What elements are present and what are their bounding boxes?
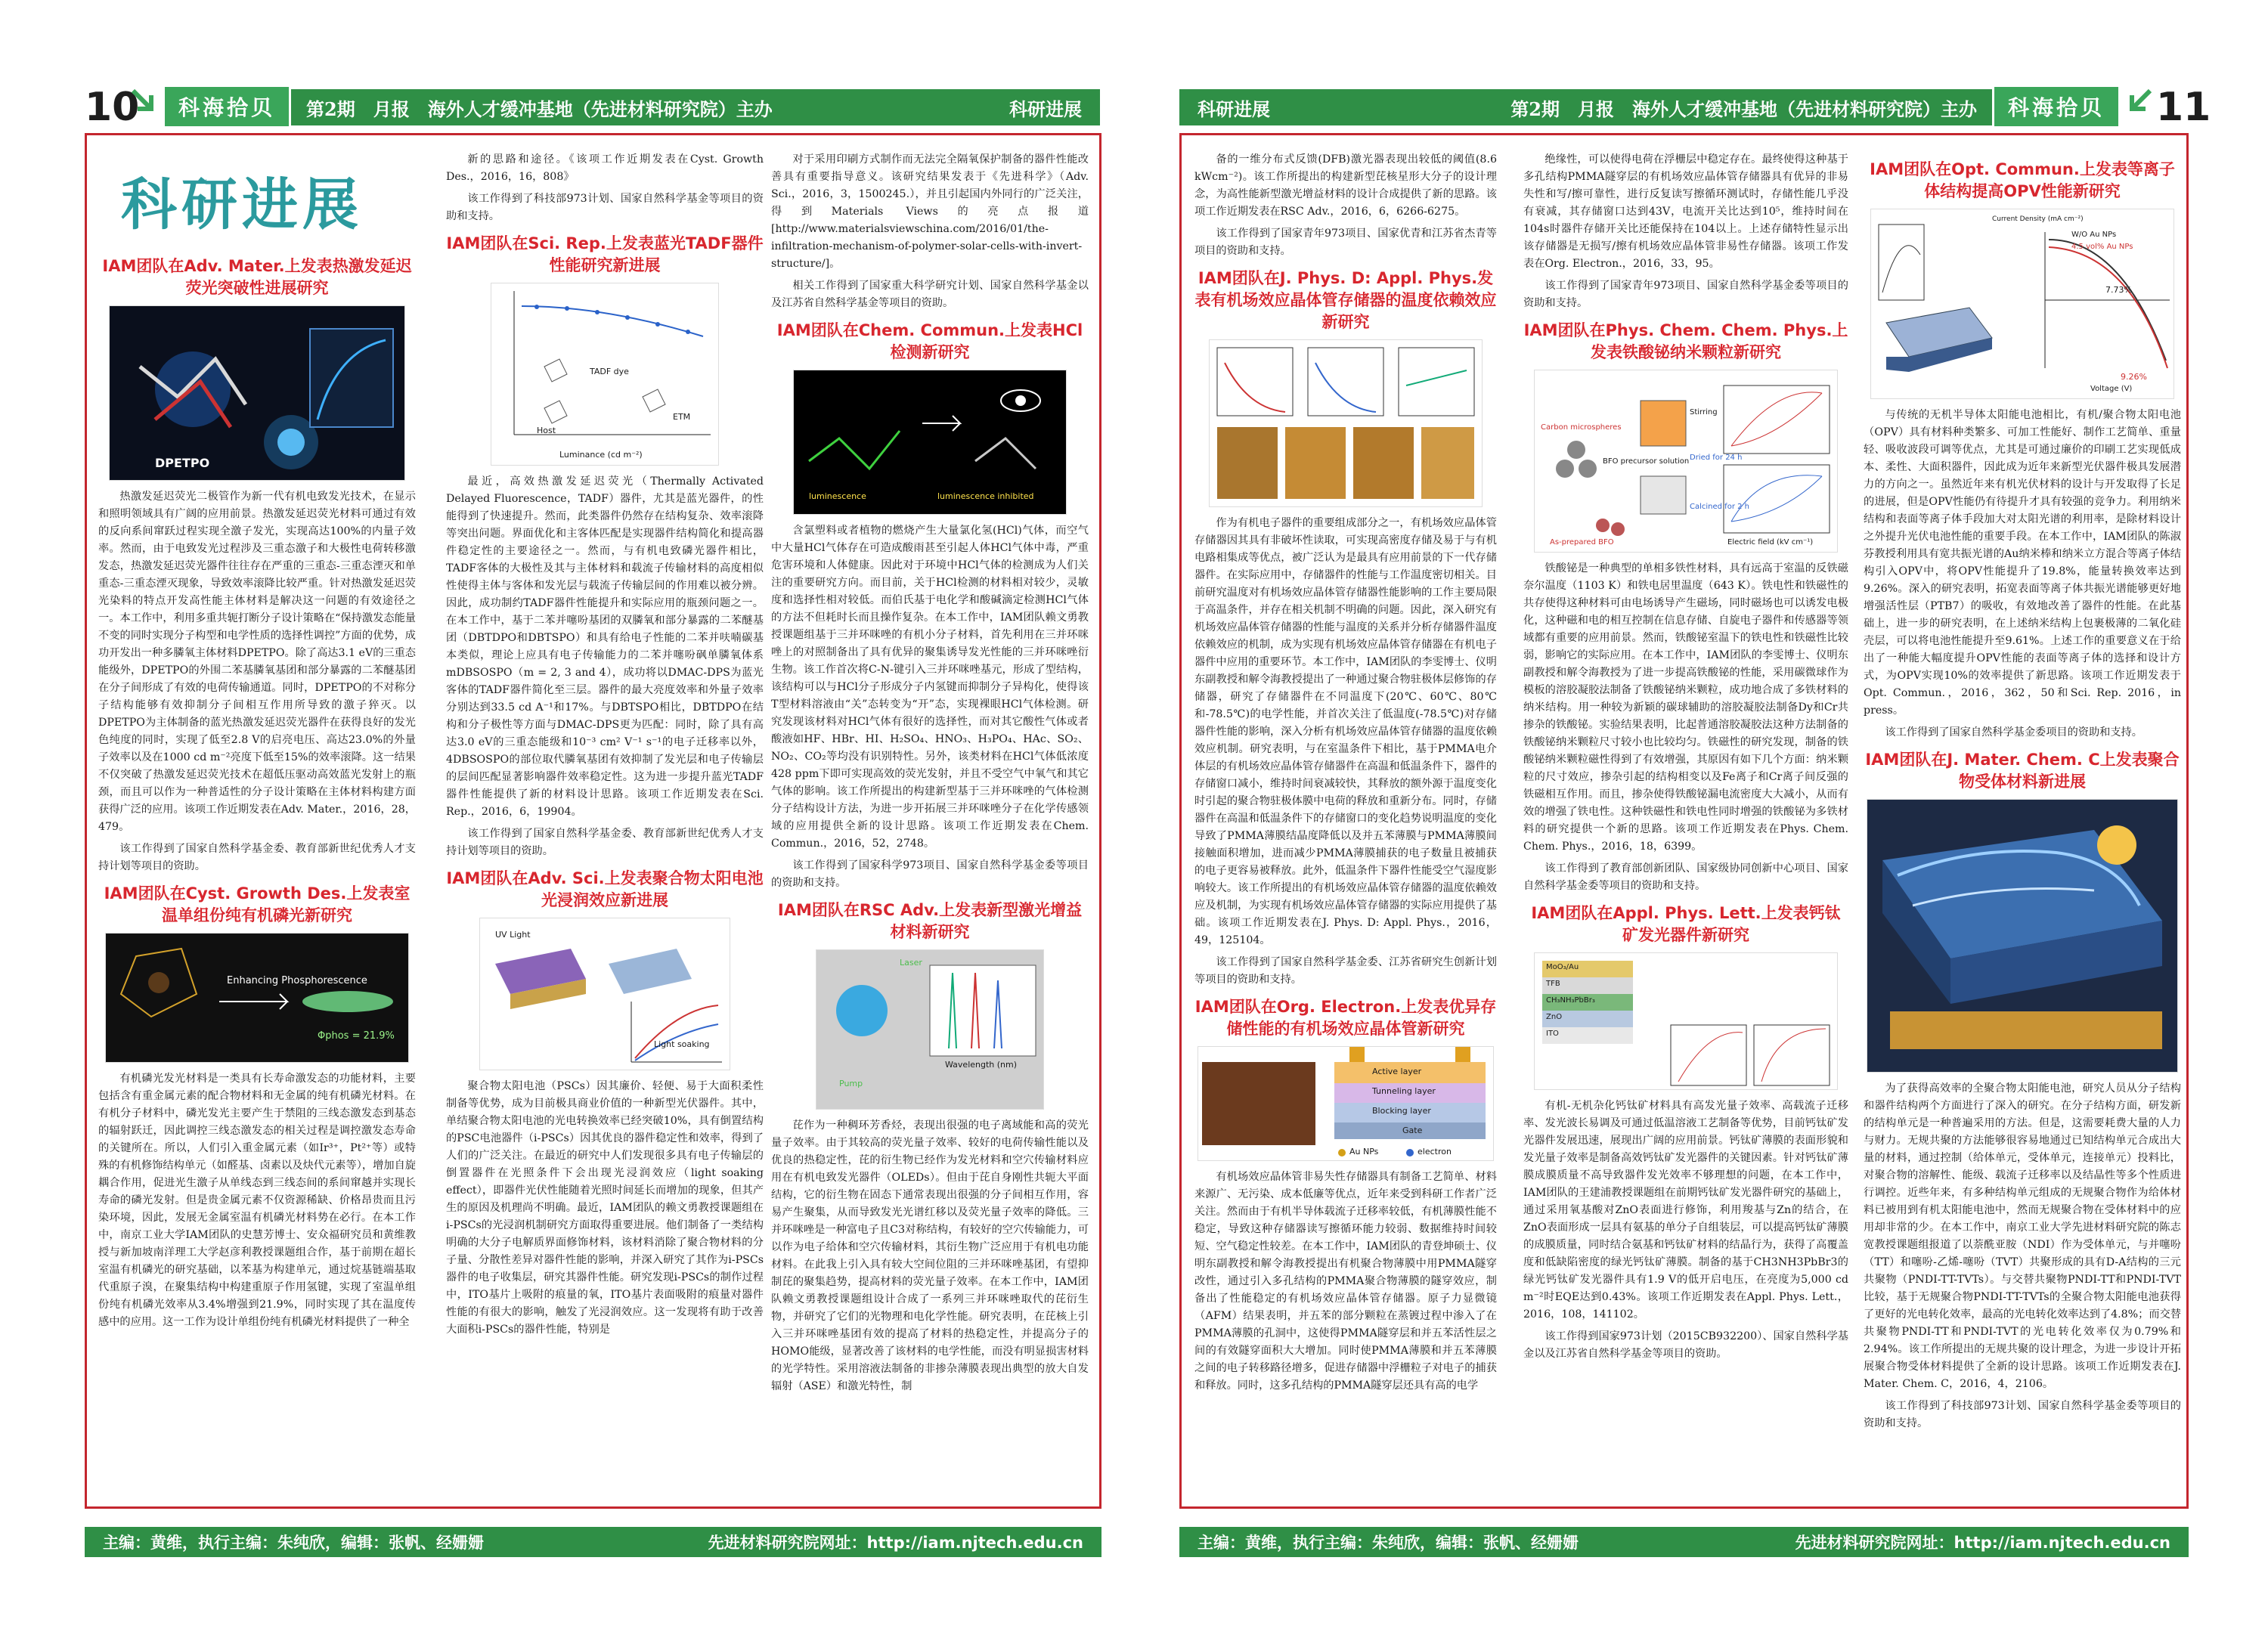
figure-label: Calcined for 2 h (1690, 503, 1749, 511)
figure-label: ITO (1546, 1030, 1559, 1038)
header-bar-right (1179, 89, 1992, 125)
article-funding: 相关工作得到了国家重大科学研究计划、国家自然科学基金以及江苏省自然科学基金等项目的资助。 (771, 280, 1089, 309)
right-column-2 (1523, 151, 1848, 1494)
chart-legend: W/O Au NPs (2071, 231, 2117, 239)
article-paragraph: 有机磷光发光材料是一类具有长寿命激发态的功能材料，主要包括含有重金属元素的配合物材料和无金属的纯有机磷光材料。在有机分子材料中，磷光发光主要产生于禁阻的三线态激发态到基态的辐射跃迁，因此调控三线态激发态的相关过程是调控激发态寿命的关键所在。所以，人们引入重金属元素（如Ir³⁺，Pt²⁺等）或特殊的有机修饰结构单元（如醛基、卤素以及炔代元素等），增加自旋耦合作用，促进光生激子从单线态到三线态间的系间窜越并实现长寿命的磷光发射。但是贵金属元素不仅资源稀缺、价格昂贵而且污染环境，因此，发展无金属室温有机磷光材料势在必行。在本工作中，南京工业大学IAM团队的史慧芳博士、安众福研究员和黄维教授与新加坡南洋理工大学赵彦利教授课题组合作，基于前期在超长室温有机磷光的研究基础，以苯基为构建单元，通过烷基链端基取代重原子溴，在聚集结构中构建重原子作用氢键，实现了室温单组份纯有机磷光效率从3.4%增强到21.9%，同时实现了其在温度传感中的应用。这一工作为设计单组份纯有机磷光材料提供了一种全 (98, 1073, 416, 1328)
page-number-left: 10 (85, 85, 140, 130)
article-funding: 该工作得到了国家青年973项目、国家优青和江苏省杰青等项目的资助和支持。 (1194, 228, 1497, 257)
axis-label: Current Density (mA cm⁻²) (1992, 215, 2084, 223)
page-big-title: 科研进展 (121, 172, 363, 237)
section-name-left: 科研进展 (1009, 98, 1082, 120)
figure-label: Gate (1402, 1126, 1423, 1135)
figure-label: ETM (673, 412, 691, 422)
article-paragraph: 含氯塑料或者植物的燃烧产生大量氯化氢(HCl)气体，而空气中大量HCl气体存在可造成酸雨甚至引起人体HCl气体中毒，严重危害环境和人体健康。因此对于环境中HCl气体的检测成为人们关注的重要研究方向。而目前，关于HCl检测的材料相对较少，灵敏度和选择性相对较低。而伯氏基于电化学和酸碱滴定检测HCl气体的方法不但耗时长而且操作复杂。在本工作中，IAM团队赖文勇教授课题组基于三并环咪唑的有机小分子材料，首先利用在三并环咪唑上的对照制备出了具有优异的聚集诱导发光性能的三并环咪唑衍生物。该工作首次将C-N-键引入三并环咪唑基元，形成了型结构，该结构可以与HCl分子形成分子内氢键而抑制分子异构化，使得该T型材料溶液由“关”态转变为“开”态，实现裸眼HCl气体检测。研究发现该材料对HCl气体有很好的选择性，而对其它酸性气体或者酸液如HF、HBr、HI、H₂SO₄、HNO₃、H₃PO₄、HAc、SO₂、NO₂、CO₂等均没有识别特性。另外，该类材料在HCl气体低浓度428 ppm下即可实现高效的荧光发射，并且不受空气中氧气和其它气体的影响。该工作所提出的构建新型基于三并环咪唑的气体检测分子结构设计方法，为进一步开拓展三并环咪唑分子在化学传感领域的应用提供全新的设计思路。该项工作近期发表在Chem. Commun.，2016，52，2748。 (771, 525, 1089, 850)
article-funding: 该工作得到了国家自然科学基金委、教育部新世纪优秀人才支持计划等项目的资助。 (98, 843, 416, 872)
right-page (1134, 0, 2268, 1638)
figure-label: DPETPO (155, 456, 210, 470)
figure-polymer-acceptor (1867, 799, 2178, 1073)
article-funding: 该工作得到了国家自然科学基金委、江苏省研究生创新计划等项目的资助和支持。 (1194, 956, 1497, 986)
figure-label: MoO₃/Au (1546, 963, 1579, 971)
figure-label: CH₃NH₃PbBr₃ (1546, 996, 1595, 1005)
article-paragraph: 铁酸铋是一种典型的单相多铁性材料，具有远高于室温的反铁磁奈尔温度（1103 K）和铁电居里温度（643 K）。铁电性和铁磁性的共存使得这种材料可由电场诱导产生磁场，同时磁场也可以诱发电极化，这种磁和电的相互控制在信息存储、自旋电子器件和传感器等领域都有重要的应用前景。然而，铁酸铋室温下的铁电性和铁磁性比较弱，影响它的实际应用。在本工作中，IAM团队的李雯博士、仪明东副教授和解令海教授为了进一步提高铁酸铋的性能，采用碳微球作为模板的溶胶凝胶法制备了铁酸铋纳米颗粒，成功地合成了多铁材料的纳米结构。用一种较为新颖的碳球辅助的溶胶凝胶法制备Dy和Cr共掺杂的铁酸铋。实验结果表明，比起普通溶胶凝胶法这种方法制备的铁酸铋纳米颗粒尺寸较小也比较均匀。铁磁性的研究发现，制备的铁酸铋纳米颗粒磁性得到了有效增强，其原因有如下几个方面：纳米颗粒的尺寸效应，掺杂引起的结构相变以及Fe离子和Cr离子间反强的铁磁相互作用。而且，掺杂使得铁酸铋漏电流密度大大减小，从而有效的增强了铁电性。这种铁磁性和铁电性同时增强的铁酸铋为多铁材料的研究提供一个新的思路。该项工作近期发表在Phys. Chem. Chem. Phys.，2016，18，6399。 (1523, 562, 1848, 853)
article-paragraph: 有机场效应晶体管非易失性存储器具有制备工艺简单、材料来源广、无污染、成本低廉等优点，近年来受到科研工作者广泛关注。然而由于有机半导体载流子迁移率较低，有机薄膜性能不稳定，导致这种存储器读写擦循环能力较弱、数据维持时间较短、空气稳定性较差。在本工作中，IAM团队的青登坤硕士、仪明东副教授和解令海教授提出有机聚合物薄膜中用PMMA隧穿改性，通过引入多孔结构的PMMA聚合物薄膜的隧穿效应，制备出了性能稳定的有机场效应晶体管存储器。原子力显微镜（AFM）结果表明，并五苯的部分颗粒在蒸镀过程中渗入了在PMMA薄膜的孔洞中，这使得PMMA隧穿层和并五苯活性层之间的有效隧穿面积大大增加。同时使PMMA薄膜和并五苯薄膜之间的电子转移路径增多，促进存储器中浮栅粒子对电子的捕获和释放。同时，这多孔结构的PMMA隧穿层还具有高的电学 (1194, 1171, 1497, 1392)
article-funding: 该工作得到了国家科学973项目、国家自然科学基金委等项目的资助和支持。 (771, 859, 1089, 889)
issue-line-left: 第2期 月报 海外人才缓冲基地（先进材料研究院）主办 (306, 98, 773, 120)
article-paragraph: 与传统的无机半导体太阳能电池相比，有机/聚合物太阳电池（OPV）具有材料种类繁多、可加工性能好、制作工艺简单、重量轻、吸收波段可调等优点，尤其是可通过廉价的印刷工艺实现低成本、柔性、大面积器件，因此成为近年来新型光伏器件极具发展潜力的方向之一。虽然近年来有机光伏材料的设计与开发取得了长足的进展，但是OPV性能仍有待提升才具有较强的竞争力。利用纳米结构和表面等离子体手段加大对太阳光谱的利用率，是除材料设计之外提升光伏电池性能的重要手段。在本工作中，IAM团队的陈淑芬教授利用具有宽共振光谱的Au纳米棒和纳米立方混合等离子体结构引入OPV中，将OPV性能提升了19.8%，能量转换效率达到9.26%。深入的研究表明，拓宽表面等离子体共振光谱能够更好地增强活性层（PTB7）的吸收，有效地改善了器件的性能。在此基础上，进一步的研究表明，在上述纳米结构上包裹极薄的二氧化硅壳层，可以将电池性能提升至9.61%。上述工作的重要意义在于给出了一种能大幅度提升OPV性能的表面等离子体的选择和设计方式，为OPV实现10%的效率提供了新思路。该项工作近期发表于Opt. Commun.，2016，362，50和Sci. Rep. 2016，in press。 (1864, 409, 2181, 717)
figure-perovskite (1534, 952, 1838, 1090)
figure-label: Host (537, 426, 556, 435)
figure-opv (1870, 209, 2174, 399)
chart-legend: 4.5 vol% Au NPs (2071, 243, 2133, 251)
article-heading: IAM团队在J. Mater. Chem. C上发表聚合物受体材料新进展 (1865, 751, 2180, 791)
figure-laser (816, 949, 1044, 1110)
article-paragraph: 为了获得高效率的全聚合物太阳能电池，研究人员从分子结构和器件结构两个方面进行了深入的研究。在分子结构方面，研发新的结构单元是一种普遍采用的方法。但是，这需要耗费大量的人力与财力。无规共聚的方法能够很容易地通过已知结构单元合成出大量的材料，通过控制（给体单元，受体单元，连接单元）投料比，对聚合物的溶解性、能级、载流子迁移率以及结晶性等多个性质进行调控。近些年来，有多种结构单元组成的无规聚合物作为给体材料已被用到有机太阳能电池中，然而无规聚合物在受体材料中的应用却非常的少。在本工作中，南京工业大学先进材料研究院的陈志宽教授课题组报道了以萘酰亚胺（NDI）作为受体单元，与并噻吩（TT）和噻吩-乙烯-噻吩（TVT）共聚形成的具有D-A结构的三元共聚物（PNDI-TT-TVTs）。与交替共聚物PNDI-TT和PNDI-TVT比较，基于无规聚合物PNDI-TT-TVTs的全聚合物太阳能电池获得了更好的光电转化效率，最高的光电转化效率达到了4.8%；而交替共聚物PNDI-TT和PNDI-TVT的光电转化效率仅为0.79%和2.94%。该工作所提出的无规共聚的设计理念，为进一步设计开拓展聚合物受体材料提供了全新的设计思路。该项工作近期发表在J. Mater. Chem. C，2016，4，2106。 (1864, 1082, 2181, 1390)
article-paragraph: 绝缘性，可以使得电荷在浮栅层中稳定存在。最终使得这种基于多孔结构PMMA隧穿层的有机场效应晶体管存储器具有优异的非易失性和写/擦可靠性，进行反复读写擦循环测试时，存储性能几乎没有衰减，其存储窗口达到43V，电流开关比达到10⁵，维持时间在104s时器件存储开关比还能保持在104以上。上述存储特性显示出该存储器是无损写/擦有机场效应晶体管非易性存储器。该项工作发表在Org. Electron.，2016，33，95。 (1523, 153, 1848, 270)
figure-axis-label: Luminance (cd m⁻²) (559, 450, 643, 460)
article-funding: 该工作得到了科技部973计划、国家自然科学基金等项目的资助和支持。 (446, 193, 764, 222)
article-heading: IAM团队在RSC Adv.上发表新型激光增益材料新研究 (777, 901, 1083, 941)
footer-right (1179, 1527, 2189, 1557)
article-funding: 该工作得到了国家自然科学基金委、教育部新世纪优秀人才支持计划等项目的资助。 (446, 828, 764, 857)
footer-left (85, 1527, 1101, 1557)
footer-website-left[interactable]: 先进材料研究院网址：http://iam.njtech.edu.cn (708, 1534, 1083, 1552)
figure-label: Φphos = 21.9% (318, 1030, 395, 1042)
article-paragraph: 热激发延迟荧光二极管作为新一代有机电致发光技术，在显示和照明领域具有广阔的应用前景。热激发延迟荧光材料可通过有效的反向系间窜跃过程实现全激子发光，实现高达100%的内量子效率。然而，由于电致发光过程涉及三重态激子和大极性电荷转移激发态，热激发延迟荧光器件往往存在严重的三重态-三重态湮灭和单重态-三重态湮灭现象，导致效率滚降比较严重。针对热激发延迟荧光染料的特点开发高性能主体材料是解决这一问题的有效途径之一。本工作中，利用多重共轭打断分子设计策略在“保持激发态能量不变的同时实现分子构型和电学性质的选择性调控”方面的优势，成功开发出一种多膦氧主体材料DPETPO。除了高达3.1 eV的三重态能级外，DPETPO的外围二苯基膦氧基团和部分暴露的二苯醚基团在分子间形成了有效的电荷传输通道。同时，DPETPO的不对称分子结构能够有效抑制分子间相互作用所导致的激子猝灭。以DPETPO为主体制备的蓝光热激发延迟荧光器件在获得良好的发光色纯度的同时，实现了低至2.8 V的启亮电压、高达23.0%的外量子效率以及在1000 cd m⁻²亮度下低至15%的效率滚降。这一结果不仅突破了热激发延迟荧光技术在超低压驱动高效蓝光发射上的瓶颈，而且可以作为一种普适性的分子设计策略在主体材料构建方面获得广泛的应用。该项工作近期发表在Adv. Mater.，2016，28，479。 (98, 491, 416, 833)
section-name-right: 科研进展 (1198, 98, 1270, 120)
figure-label: Blocking layer (1372, 1106, 1431, 1116)
figure-phosphorescence (105, 933, 409, 1063)
figure-label: Tunneling layer (1372, 1086, 1436, 1096)
data-label: 7.73% (2105, 285, 2132, 295)
axis-label: Voltage (V) (2090, 385, 2133, 393)
article-heading: IAM团队在Cyst. Growth Des.上发表室温单组份纯有机磷光新研究 (104, 884, 411, 924)
article-paragraph: 备的一维分布式反馈(DFB)激光器表现出较低的阈值(8.6 kWcm⁻²)。该工作所提出的构建新型芘核星形大分子的设计理念，为高性能新型激光增益材料的设计合成提供了新的思路。该项工作近期发表在RSC Adv.，2016，6，6266-6275。 (1194, 153, 1497, 218)
article-paragraph: 对于采用印刷方式制作而无法完全隔氧保护制备的器件性能改善具有重要指导意义。该研究结果发表于《先进科学》（Adv. Sci.，2016，3，1500245.），并且引起国内外同行的广泛关注，得到Materials Views的亮点报道[http://www.materialsviewschina.com/2016/01/the-infiltration-mechanism-of-polymer-solar-cells-with-invert-structure/]。 (771, 153, 1089, 270)
figure-label: electron (1418, 1147, 1452, 1157)
figure-dpetpo (109, 305, 405, 481)
figure-label: Light soaking (654, 1039, 710, 1049)
article-paragraph: 芘作为一种稠环芳香烃，表现出很强的电子离域能和高的荧光量子效率。由于其较高的荧光量子效率、较好的电荷传输性能以及优良的热稳定性，芘的衍生物已经作为发光材料和空穴传输材料应用在有机电致发光器件（OLEDs）。但由于芘自身刚性共轭大平面结构，它的衍生物在固态下通常表现出很强的分子间相互作用，容易产生聚集，从而导致发光光谱红移以及荧光量子效率的降低。三并环咪唑是一种富电子且C3对称结构，有较好的空穴传输能力，可以作为电子给体和空穴传输材料，其衍生物广泛应用于有机电功能材料。在此我上引入具有较大空间位阻的三并环咪唑基团，有望抑制芘的聚集趋势，提高材料的荧光量子效率。在本工作中，IAM团队赖文勇教授课题组设计合成了一系列三并环咪唑取代的芘衍生物，并研究了它们的光物理和电化学性能。研究表明，在芘核上引入三并环咪唑基团有效的提高了材料的热稳定性，并提高分子的HOMO能级，显著改善了该材料的电学性能，而没有明显损害材料的光学特性。采用溶液法制备的非掺杂薄膜表现出典型的放大自发辐射（ASE）和激光特性，制 (771, 1119, 1089, 1392)
left-column-1 (98, 151, 416, 1494)
issue-line-right: 第2期 月报 海外人才缓冲基地（先进材料研究院）主办 (1510, 98, 1977, 120)
figure-label: luminescence (809, 491, 866, 501)
footer-editors-right: 主编：黄维，执行主编：朱纯欣，编辑：张帆、经姗姗 (1198, 1534, 1579, 1552)
article-heading: IAM团队在Sci. Rep.上发表蓝光TADF器件性能研究新进展 (446, 234, 764, 274)
article-paragraph: 有机-无机杂化钙钛矿材料具有高发光量子效率、高载流子迁移率、发光波长易调及可通过低温溶液工艺制备等优势，目前钙钛矿发光器件发展迅速，展现出广阔的应用前景。钙钛矿薄膜的表面形貌和发光量子效率是制备高效钙钛矿发光器件的关键因素。针对钙钛矿薄膜成膜质量不高导致器件发光效率不够理想的问题，在本工作中，IAM团队的王建浦教授课题组在前期钙钛矿发光器件研究的基础上，通过采用氧基酸对ZnO表面进行修饰，利用羧基与Zn的结合，在ZnO表面形成一层具有氨基的单分子自组装层，可以提高钙钛矿薄膜的成膜质量，同时结合氨基和钙钛矿材料的结晶行为，获得了高覆盖度和低缺陷密度的绿光钙钛矿薄膜。制备的基于CH3NH3PbBr3的绿光钙钛矿发光器件具有1.9 V的低开启电压，在亮度为5,000 cd m⁻²时EQE达到0.43%。该项工作近期发表在Appl. Phys. Lett.，2016，108，141102。 (1523, 1100, 1848, 1321)
figure-label: Carbon microspheres (1541, 423, 1622, 432)
figure-ofet-memory (1209, 339, 1483, 507)
article-paragraph: 聚合物太阳电池（PSCs）因其廉价、轻便、易于大面积柔性制备等优势，成为目前极具商业价值的一种新型光伏器件。其中，单结聚合物太阳电池的光电转换效率已经突破10%，具有倒置结构的PSC电池器件（i-PSCs）因其优良的器件稳定性和效率，得到了人们的广泛关注。在最近的研究中人们发现很多具有电子传输层的倒置器件在光照条件下会出现光浸润效应（light soaking effect），即器件光伏性能随着光照时间延长而增加的现象，但其产生的原因及机理尚不明确。最近，IAM团队的赖文勇教授课题组在i-PSCs的光浸润机制研究方面取得重要进展。他们制备了一类结构明确的大分子电解质界面修饰材料，该材料消除了聚合物材料的分子量、分散性差异对器件性能的影响，并深入研究了其作为i-PSCs器件的电子收集层，研究其器件性能。研究发现i-PSCs的制作过程中，ITO基片上吸附的痕量的氧，ITO基片表面吸附的痕量对器件性能的有很大的影响，触发了光浸润效应。这一发现将有助于改善大面积i-PSCs的器件性能，特别是 (446, 1080, 764, 1336)
figure-solar-cell (479, 918, 730, 1070)
article-heading: IAM团队在Opt. Commun.上发表等离子体结构提高OPV性能新研究 (1870, 160, 2175, 200)
article-funding: 该工作得到了科技部973计划、国家自然科学基金委等项目的资助和支持。 (1864, 1400, 2181, 1429)
left-column-2 (446, 151, 764, 1494)
figure-label: TFB (1546, 980, 1560, 988)
figure-hcl (793, 370, 1067, 515)
arrow-down-right-icon (129, 86, 159, 116)
figure-label: Stirring (1690, 408, 1718, 416)
figure-label: TADF dye (590, 367, 629, 376)
section-badge-right: 科海拾贝 (1992, 85, 2121, 129)
figure-label: luminescence inhibited (937, 491, 1034, 501)
figure-label: Pump (839, 1079, 863, 1088)
footer-editors-left: 主编：黄维，执行主编：朱纯欣，编辑：张帆、经姗姗 (103, 1534, 484, 1552)
figure-axis-label: Electric field (kV cm⁻¹) (1727, 538, 1814, 547)
article-heading: IAM团队在Adv. Mater.上发表热激发延迟荧光突破性进展研究 (102, 257, 412, 297)
article-funding: 该工作得到国家973计划（2015CB932200）、国家自然科学基金以及江苏省自然科学基金等项目的资助。 (1523, 1330, 1848, 1360)
figure-tadf (491, 283, 719, 466)
right-column-1 (1194, 151, 1497, 1494)
article-paragraph: 最近，高效热激发延迟荧光（Thermally Activated Delayed Fluorescence，TADF）器件，尤其是蓝光器件，的性能得到了快速提升。然而，此类器件仍然存在结构复杂、效率滚降等突出问题。界面优化和主客体匹配是实现器件结构简化和提高器件稳定性的主要途径之一。然而，与有机电致磷光器件相比，TADF客体的大极性及其与主体材料和载流子传输材料的高度相似性使得主体与客体和发光层与载流子传输层间的作用难以被分辨。因此，成功制约TADF器件性能提升和实际应用的瓶颈问题之一。在本工作中，基于二苯并噻吩基团的双膦氧和部分暴露的二苯醚基团（DBTDPO和DBTSPO）和具有给电子性能的二苯并呋喃碳基本类似，理论上应具有电子传输能力的二苯并噻吩砜单膦氧体系mDBSOSPO（m = 2, 3 and 4），成功将以DMAC-DPS为蓝光客体的TADF器件简化至三层。器件的最大亮度效率和外量子效率分别达到33.5 cd A⁻¹和17%。与DBTSPO相比，DBTDPO在结构和分子极性等方面与DMAC-DPS更为匹配：同时，除了具有高达3.0 eV的三重态能级和10⁻³ cm² V⁻¹ s⁻¹的电子迁移率以外，4DBSOSPO的部位取代膦氧基团有效抑制了发光层和电子传输层的层间匹配显著影响器件效率稳定性。这为进一步提升蓝光TADF器件性能提供了新的材料设计思路。该项工作近期发表在Sci. Rep.，2016，6，19904。 (446, 475, 764, 818)
article-heading: IAM团队在J. Phys. D: Appl. Phys.发表有机场效应晶体管存储器的温度依赖效应新研究 (1194, 269, 1497, 331)
article-funding: 该工作得到了教育部创新团队、国家级协同创新中心项目、国家自然科学基金委等项目的资助和支持。 (1523, 862, 1848, 892)
header-bar-left (291, 89, 1100, 125)
figure-label: As-prepared BFO (1550, 538, 1614, 547)
left-column-3 (771, 151, 1089, 1494)
article-funding: 该工作得到了国家自然科学基金委项目的资助和支持。 (1885, 726, 2143, 738)
article-paragraph: 作为有机电子器件的重要组成部分之一，有机场效应晶体管存储器因其具有非破坏性读取，可实现高密度存储及易于与有机电路相集成等优点，被广泛认为是最具有应用前景的下一代存储器件。在实际应用中，存储器件的性能与工作温度密切相关。目前研究温度对有机场效应晶体管存储器性能影响的工作主要局限于高温条件，并存在相关机制不明确的问题。因此，深入研究有机场效应晶体管存储器的性能与温度的关系并分析存储器件温度依赖效应的机制，成为实现有机场效应晶体管存储器在有机电子器件中应用的重要环节。本工作中，IAM团队的李雯博士、仪明东副教授和解令海教授提出了一种通过聚合物驻极体层修饰的存储器，研究了存储器件在不同温度下(20℃、60℃、80℃和-78.5℃)的电学性能，并首次关注了低温度(-78.5℃)对存储器件性能的影响，深入分析有机场效应晶体管存储器的温度依赖效应机制。研究表明，与在室温条件下相比，基于PMMA电介体层的有机场效应晶体管存储器件在高温和低温条件下，器件的存储窗口减小，维持时间衰减较快，其释放的额外源于温度变化时引起的聚合物驻极体膜中电荷的释放和重新分布。同时，存储器件在高温和低温条件下的存储窗口的变化趋势说明温度的变化导致了PMMA薄膜结晶度降低以及并五苯薄膜与PMMA薄膜间接触面积增加，进而减少PMMA薄膜捕获的电子数量且被捕获的电子更容易被释放。此外，低温条件下器件性能受空气湿度影响较大。该工作所提出的有机场效应晶体管存储器的温度依赖效应及机制，为实现有机场效应晶体管存储器的实际应用提供了基础。该项工作近期发表在J. Phys. D: Appl. Phys.，2016，49，125104。 (1194, 517, 1497, 946)
figure-label: Au NPs (1349, 1147, 1379, 1157)
article-heading: IAM团队在Adv. Sci.上发表聚合物太阳电池光浸润效应新进展 (446, 869, 764, 909)
figure-axis-label: Wavelength (nm) (945, 1060, 1018, 1070)
data-label: 9.26% (2121, 372, 2147, 382)
figure-label: Active layer (1372, 1067, 1422, 1076)
article-funding: 该工作得到了国家青年973项目、国家自然科学基金委等项目的资助和支持。 (1523, 280, 1848, 309)
figure-label: UV Light (495, 930, 531, 940)
figure-label: Enhancing Phosphorescence (227, 975, 367, 986)
section-badge-left: 科海拾贝 (163, 85, 291, 129)
article-heading: IAM团队在Chem. Commun.上发表HCl检测新研究 (776, 321, 1083, 361)
article-paragraph: 新的思路和途径。《该项工作近期发表在Cyst. Growth Des.，2016，16，808》 (446, 153, 764, 183)
figure-label: BFO precursor solution (1603, 457, 1690, 466)
figure-device-stack (1198, 1046, 1494, 1161)
article-heading: IAM团队在Phys. Chem. Chem. Phys.上发表铁酸铋纳米颗粒新研究 (1523, 321, 1848, 361)
article-heading: IAM团队在Org. Electron.上发表优异存储性能的有机场效应晶体管新研究 (1194, 998, 1497, 1038)
figure-label: Laser (900, 958, 922, 968)
page-number-right: 11 (2156, 85, 2211, 130)
footer-website-right[interactable]: 先进材料研究院网址：http://iam.njtech.edu.cn (1795, 1534, 2170, 1552)
arrow-down-left-icon (2124, 86, 2155, 116)
figure-bfo (1534, 370, 1838, 553)
figure-label: ZnO (1546, 1013, 1563, 1021)
article-heading: IAM团队在Appl. Phys. Lett.上发表钙钛矿发光器件新研究 (1531, 904, 1841, 944)
figure-label: Dried for 24 h (1690, 454, 1743, 462)
right-column-3 (1864, 151, 2181, 1494)
